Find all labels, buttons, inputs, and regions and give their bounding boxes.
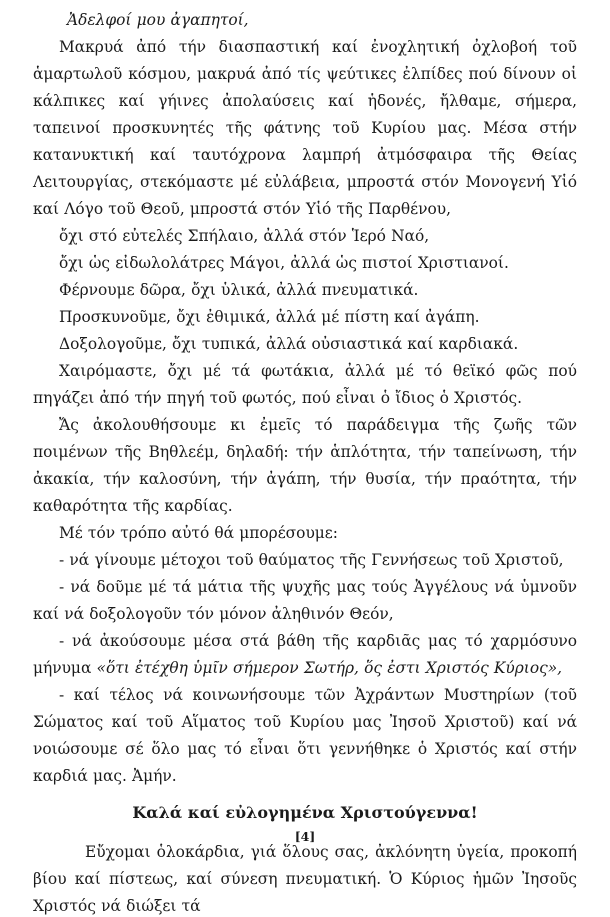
paragraph-not-cave: ὄχι στό εὐτελές Σπήλαιο, ἀλλά στόν Ἱερό Ναό, xyxy=(59,227,430,245)
paragraph-worship: Προσκυνοῦμε, ὄχι ἐθιμικά, ἀλλά μέ πίστη καί ἀγάπη. xyxy=(59,308,480,326)
paragraph-list-item-2: - νά δοῦμε μέ τά μάτια τῆς ψυχῆς μας τούς Ἀγγέλους νά ὑμνοῦν καί νά δοξολογοῦν τόν μόνον ἀληθινόν Θεόν, xyxy=(33,578,577,623)
paragraph-rejoice: Χαιρόμαστε, ὄχι μέ τά φωτάκια, ἀλλά μέ τό θεϊκό φῶς πού πηγάζει ἀπό τήν πηγή τοῦ φωτός, πού εἶναι ὁ ἴδιος ὁ Χριστός. xyxy=(33,362,577,407)
paragraph-list-item-4: - καί τέλος νά κοινωνήσουμε τῶν Ἀχράντων Μυστηρίων (τοῦ Σώματος καί τοῦ Αἵματος τοῦ Κυρίου μας Ἰησοῦ Χριστοῦ) καί νά νοιώσουμε σέ ὅλο μας τό εἶναι ὅτι γεννήθηκε ὁ Χριστός καί στήν καρδιά μας. Ἀμήν. xyxy=(33,686,577,785)
page-content xyxy=(33,7,577,917)
salutation: Ἀδελφοί μου ἀγαπητοί, xyxy=(67,11,249,29)
paragraph-in-this-way: Μέ τόν τρόπο αὐτό θά μπορέσουμε: xyxy=(59,524,338,542)
paragraph-gifts: Φέρνουμε δῶρα, ὄχι ὑλικά, ἀλλά πνευματικά. xyxy=(59,281,419,299)
paragraph-glorify: Δοξολογοῦμε, ὄχι τυπικά, ἀλλά οὐσιαστικά καί καρδιακά. xyxy=(59,335,519,353)
paragraph-closing: Εὔχομαι ὁλοκάρδια, γιά ὅλους σας, ἀκλόνητη ὑγεία, προκοπή βίου καί πίστεως, καί σύνεση πνευματική. Ὁ Κύριος ἡμῶν Ἰησοῦς Χριστός νά διώξει τά xyxy=(33,843,577,915)
list-item-3-lead: - νά ἀκούσουμε μέσα στά βάθη τῆς καρδιᾶς μας τό χαρμόσυνο μήνυμα xyxy=(33,632,577,677)
paragraph-list-item-1: - νά γίνουμε μέτοχοι τοῦ θαύματος τῆς Γεννήσεως τοῦ Χριστοῦ, xyxy=(59,551,564,569)
christmas-greeting-heading: Καλά καί εὐλογημένα Χριστούγεννα! xyxy=(132,803,478,822)
paragraph-intro: Μακρυά ἀπό τήν διασπαστική καί ἐνοχλητική ὀχλοβοή τοῦ ἁμαρτωλοῦ κόσμου, μακρυά ἀπό τίς ψεύτικες ἐλπίδες πού δίνουν οἱ κάλπικες καί γήινες ἀπολαύσεις καί ἡδονές, ἤλθαμε, σήμερα, ταπεινοί προσκυνητές τῆς φάτνης τοῦ Κυρίου μας. Μέσα στήν κατανυκτική καί ταυτόχρονα λαμπρή ἀτμόσφαιρα τῆς Θείας Λειτουργίας, στεκόμαστε μέ εὐλάβεια, μπροστά στόν Μονογενή Υἱό καί Λόγο τοῦ Θεοῦ, μπροστά στόν Υἱό τῆς Παρθένου, xyxy=(33,38,577,218)
page-number: [4] xyxy=(294,829,316,844)
paragraph-list-item-3 xyxy=(33,628,577,682)
scripture-quote: «ὅτι ἐτέχθη ὑμῖν σήμερον Σωτήρ, ὅς ἐστι Χριστός Κύριος», xyxy=(96,659,563,677)
paragraph-not-magi: ὄχι ὡς εἰδωλολάτρες Μάγοι, ἀλλά ὡς πιστοί Χριστιανοί. xyxy=(59,254,509,272)
paragraph-shepherds-example: Ἄς ἀκολουθήσουμε κι ἐμεῖς τό παράδειγμα τῆς ζωῆς τῶν ποιμένων τῆς Βηθλεέμ, δηλαδή: τήν ἁπλότητα, τήν ταπείνωση, τήν ἀκακία, τήν καλοσύνη, τήν ἀγάπη, τήν θυσία, τήν πραότητα, τήν καθαρότητα τῆς καρδίας. xyxy=(33,416,577,515)
